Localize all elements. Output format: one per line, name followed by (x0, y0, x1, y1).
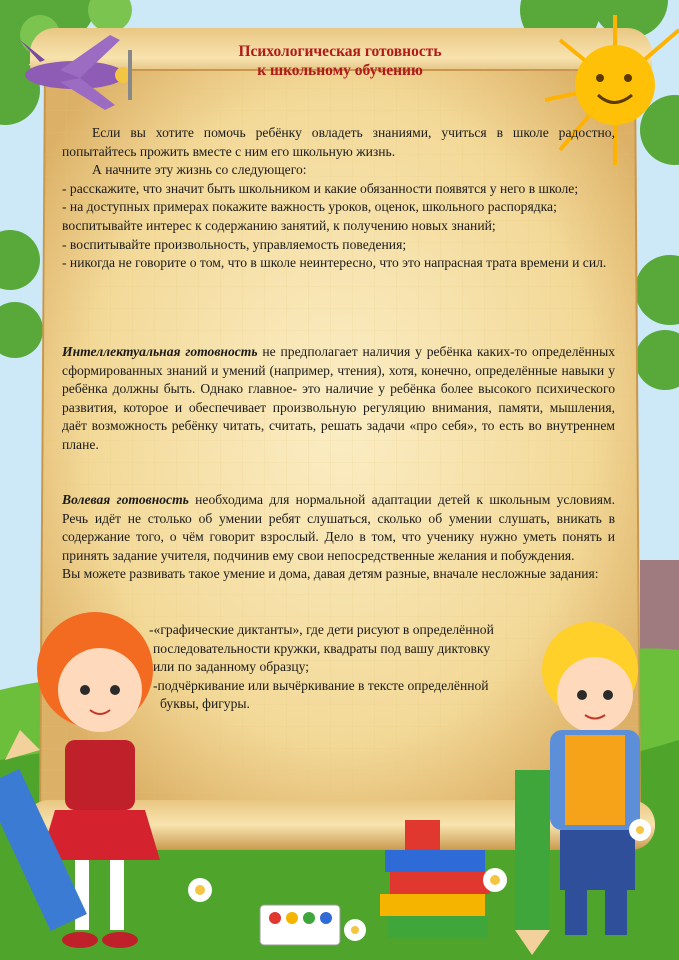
intro-item: - никогда не говорите о том, что в школе неинтересно, что это напрасная трата времени и сил. (62, 255, 607, 271)
page-title (140, 42, 540, 80)
intro-paragraph: Если вы хотите помочь ребёнку овладеть знаниями, учиться в школе радостно, попытайтесь прожить вместе с ним его школьную жизнь. (62, 125, 615, 159)
green-pencil-icon (515, 770, 550, 955)
intellectual-text: не предполагает наличия у ребёнка каких-то определённых сформированных знаний и умений (например, чтения), хотя, конечно, определённые навыки у ребёнка должны быть. Однако главное- это наличие у ребёнка более высокого психического развития, которое и обеспечивает произвольную регуляцию внимания, памяти, мышления, даёт возможность ребёнку читать, считать, решать задачи «про себя», то есть во внутреннем плане. (62, 344, 616, 452)
exercise-list (145, 621, 575, 714)
intro-item: - на доступных примерах покажите важность уроков, оценок, школьного распорядка; (62, 199, 557, 215)
volitional-paragraph-2: Вы можете развивать такое умение и дома, давая детям разные, вначале несложные задания: (62, 566, 599, 582)
exercise-line: буквы, фигуры. (160, 696, 250, 712)
exercise-line: -«графические диктанты», где дети рисуют в определённой (149, 622, 494, 637)
intro-lead: А начните эту жизнь со следующего: (92, 162, 307, 178)
intro-item: - воспитывайте произвольность, управляемость поведения; (62, 236, 407, 252)
volitional-term: Волевая готовность (62, 492, 189, 507)
title-line-2: к школьному обучению (257, 62, 423, 79)
exercise-line: -подчёркивание или вычёркивание в тексте определённой (153, 677, 489, 693)
exercise-line: или по заданному образцу; (153, 659, 310, 675)
intellectual-term: Интеллектуальная готовность (62, 344, 258, 359)
title-line-1: Психологическая готовность (238, 43, 442, 60)
intro-item: воспитывайте интерес к содержанию занятий, к получению новых знаний; (62, 217, 496, 233)
intro-section (62, 124, 615, 273)
intro-item: - расскажите, что значит быть школьником и какие обязанности появятся у него в школе; (62, 180, 579, 196)
paint-palette-icon (260, 905, 340, 945)
volitional-section (62, 491, 615, 584)
exercise-line: последовательности кружки, квадраты под вашу диктовку (153, 640, 491, 656)
volitional-text: необходима для нормальной адаптации детей к школьным условиям. Речь идёт не столько об умении ребят слушаться, сколько об умении слушать, вникать в содержание того, о чём говорит взрослый. Дело в том, что ученику нужно уметь понять и принять задание учителя, подчинив ему свои непосредственные желания и побуждения. (62, 492, 615, 563)
intellectual-section (62, 343, 615, 455)
